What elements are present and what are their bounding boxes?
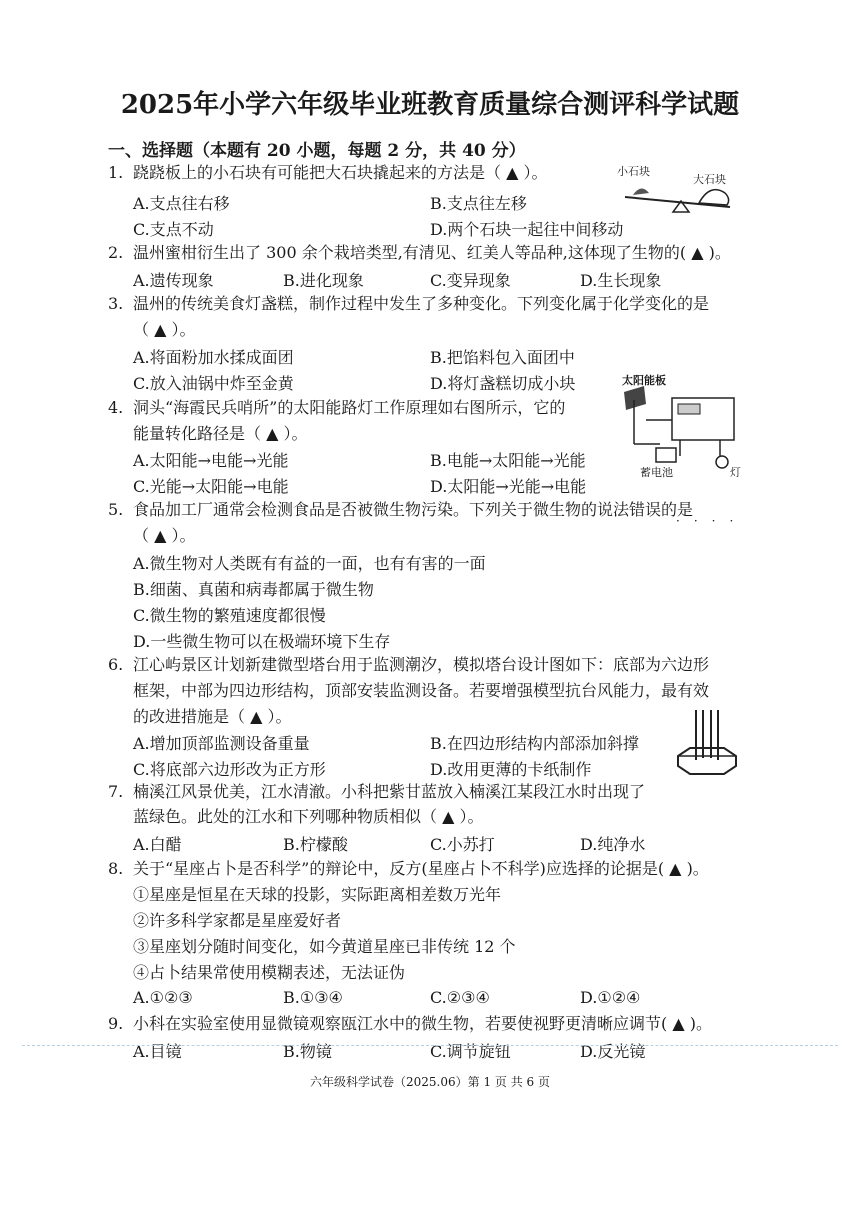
seesaw-figure	[615, 163, 740, 218]
question-text: 洞头“海霞民兵哨所”的太阳能路灯工作原理如右图所示，它的	[133, 398, 566, 417]
battery-label: 蓄电池	[640, 466, 673, 479]
question-text: 能量转化路径是（ ▲ ）。	[133, 424, 308, 443]
question-text: 温州的传统美食灯盏糕，制作过程中发生了多种变化。下列变化属于化学变化的是	[133, 294, 710, 313]
option-d: D.改用更薄的卡纸制作	[430, 760, 592, 779]
option-d: D.①②④	[580, 988, 641, 1007]
question-text: 小科在实验室使用显微镜观察瓯江水中的微生物，若要使视野更清晰应调节( ▲ )。	[133, 1014, 712, 1033]
option-c: C.微生物的繁殖速度都很慢	[133, 606, 326, 625]
option-d: D.反光镜	[580, 1042, 646, 1061]
question-text: 江心屿景区计划新建微型塔台用于监测潮汐，模拟塔台设计图如下：底部为六边形	[133, 655, 710, 674]
option-a: A.①②③	[133, 988, 193, 1007]
question-number: 8.	[108, 859, 124, 878]
question-number: 4.	[108, 398, 124, 417]
option-b: B.细菌、真菌和病毒都属于微生物	[133, 580, 374, 599]
option-b: B.柠檬酸	[283, 835, 348, 854]
option-c: C.将底部六边形改为正方形	[133, 760, 326, 779]
tower-figure	[668, 708, 746, 780]
statement-text: ④占卜结果常使用模糊表述，无法证伪	[133, 963, 406, 982]
question-text: （ ▲ ）。	[133, 320, 196, 339]
question-number: 7.	[108, 782, 124, 801]
emphasis-dots: ····	[676, 514, 748, 528]
small-stone-label: 小石块	[617, 165, 650, 178]
page-divider	[22, 1045, 838, 1046]
question-text: 温州蜜柑衍生出了 300 余个栽培类型,有清见、红美人等品种,这体现了生物的( ▲ )。	[133, 243, 731, 262]
question-text: 楠溪江风景优美，江水清澈。小科把紫甘蓝放入楠溪江某段江水时出现了	[133, 782, 646, 801]
option-a: A.太阳能→电能→光能	[133, 451, 289, 470]
option-b: B.物镜	[283, 1042, 332, 1061]
solar-panel-label: 太阳能板	[622, 374, 666, 387]
statement-text: ②许多科学家都是星座爱好者	[133, 911, 342, 930]
question-text: 蓝绿色。此处的江水和下列哪种物质相似（ ▲ ）。	[133, 807, 484, 826]
option-b: B.支点往左移	[430, 194, 527, 213]
option-c: C.调节旋钮	[430, 1042, 511, 1061]
option-d: D.太阳能→光能→电能	[430, 477, 587, 496]
seesaw-drawing	[615, 163, 740, 218]
option-a: A.微生物对人类既有有益的一面，也有有害的一面	[133, 554, 486, 573]
option-b: B.①③④	[283, 988, 343, 1007]
section-heading: 一、选择题（本题有 20 小题，每题 2 分，共 40 分）	[108, 141, 526, 161]
option-d: D.纯净水	[580, 835, 646, 854]
option-d: D.一些微生物可以在极端环境下生存	[133, 632, 391, 651]
question-number: 1.	[108, 163, 124, 182]
statement-text: ③星座划分随时间变化，如今黄道星座已非传统 12 个	[133, 937, 516, 956]
option-d: D.将灯盏糕切成小块	[430, 374, 576, 393]
big-stone-icon	[699, 190, 729, 205]
option-a: A.支点往右移	[133, 194, 230, 213]
option-b: B.把馅料包入面团中	[430, 348, 575, 367]
question-text: 食品加工厂通常会检测食品是否被微生物污染。下列关于微生物的说法错误的是	[133, 500, 694, 519]
option-a: A.白醋	[133, 835, 182, 854]
solar-drawing	[620, 370, 745, 485]
question-number: 6.	[108, 655, 124, 674]
option-c: C.放入油锅中炸至金黄	[133, 374, 294, 393]
small-stone-icon	[633, 188, 649, 195]
option-c: C.②③④	[430, 988, 490, 1007]
option-c: C.小苏打	[430, 835, 495, 854]
question-text: （ ▲ ）。	[133, 526, 196, 545]
question-text: 框架，中部为四边形结构，顶部安装监测设备。若要增强模型抗台风能力，最有效	[133, 681, 710, 700]
controller-screen-icon	[678, 404, 700, 414]
option-b: B.进化现象	[283, 271, 364, 290]
option-a: A.增加顶部监测设备重量	[133, 734, 310, 753]
option-c: C.支点不动	[133, 220, 214, 239]
option-a: A.遗传现象	[133, 271, 214, 290]
question-number: 2.	[108, 243, 124, 262]
option-c: C.变异现象	[430, 271, 511, 290]
option-d: D.两个石块一起往中间移动	[430, 220, 624, 239]
lamp-label: 灯	[730, 466, 741, 479]
option-c: C.光能→太阳能→电能	[133, 477, 289, 496]
option-b: B.电能→太阳能→光能	[430, 451, 586, 470]
option-a: A.目镜	[133, 1042, 182, 1061]
solar-lamp-figure	[620, 370, 745, 485]
question-text: 的改进措施是（ ▲ ）。	[133, 707, 292, 726]
statement-text: ①星座是恒星在天球的投影，实际距离相差数万光年	[133, 885, 502, 904]
lamp-icon	[716, 456, 728, 468]
solar-panel-icon	[624, 386, 646, 410]
page-title: 2025年小学六年级毕业班教育质量综合测评科学试题	[120, 90, 740, 120]
question-number: 3.	[108, 294, 124, 313]
hexagon-base-icon	[678, 748, 736, 774]
question-text: 跷跷板上的小石块有可能把大石块撬起来的方法是（ ▲ ）。	[133, 163, 548, 182]
option-a: A.将面粉加水揉成面团	[133, 348, 294, 367]
option-b: B.在四边形结构内部添加斜撑	[430, 734, 639, 753]
question-text: 关于“星座占卜是否科学”的辩论中，反方(星座占卜不科学)应选择的论据是( ▲ )。	[133, 859, 709, 878]
question-number: 9.	[108, 1014, 124, 1033]
big-stone-label: 大石块	[693, 173, 726, 186]
option-d: D.生长现象	[580, 271, 662, 290]
page-footer: 六年级科学试卷（2025.06）第 1 页 共 6 页	[310, 1075, 550, 1089]
question-number: 5.	[108, 500, 124, 519]
battery-icon	[656, 448, 676, 462]
